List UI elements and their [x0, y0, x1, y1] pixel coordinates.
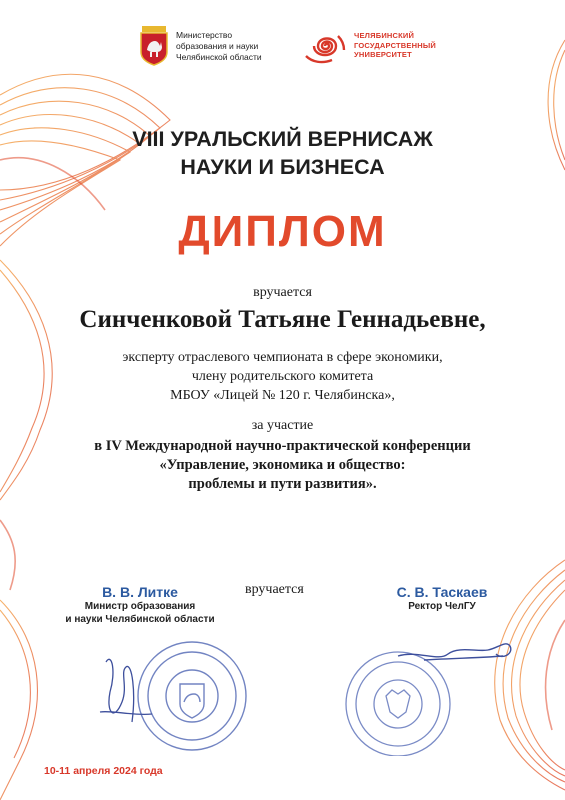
- footer-awarded-label: вручается: [245, 582, 304, 597]
- ministry-name-line: Челябинской области: [176, 52, 262, 62]
- signatory-left-position-line: и науки Челябинской области: [65, 613, 215, 625]
- participation-label: за участие: [251, 418, 314, 433]
- event-date: 10-11 апреля 2024 года: [44, 765, 163, 777]
- university-header: [302, 24, 452, 70]
- conference-line: в IV Международной научно-практической конференции: [94, 438, 471, 454]
- signature: [398, 644, 511, 657]
- ministry-stamp: [92, 632, 252, 752]
- recipient-name: Синченковой Татьяне Геннадьевне,: [79, 306, 486, 333]
- signatory-left-name: В. В. Литке: [102, 584, 178, 600]
- ministry-name-line: образования и науки: [176, 41, 259, 51]
- signatory-left-position-line: Министр образования: [84, 601, 196, 612]
- university-name-line: ГОСУДАРСТВЕННЫЙ: [354, 40, 436, 50]
- signatory-left: [40, 584, 240, 626]
- recipient-role-line: МБОУ «Лицей № 120 г. Челябинска»,: [170, 388, 395, 403]
- conference-line: «Управление, экономика и общество:: [159, 457, 406, 473]
- university-name-line: УНИВЕРСИТЕТ: [354, 50, 412, 59]
- signatory-right-position-line: Ректор ЧелГУ: [408, 601, 476, 612]
- diploma-heading: ДИПЛОМ: [178, 207, 387, 256]
- ministry-header: [138, 24, 288, 70]
- signatory-right-name: С. В. Таскаев: [396, 584, 488, 600]
- ministry-name-line: Министерство: [176, 30, 233, 40]
- university-stamp: [328, 632, 528, 756]
- chelgu-spiral-logo-icon: [302, 26, 348, 66]
- conference-line: проблемы и пути развития».: [188, 476, 377, 492]
- event-title-line2: НАУКИ И БИЗНЕСА: [180, 155, 385, 179]
- event-title: [0, 125, 565, 181]
- signatory-right: [372, 584, 512, 614]
- awarded-label: вручается: [253, 285, 312, 300]
- recipient-role: [0, 348, 565, 405]
- recipient-role-line: члену родительского комитета: [191, 369, 374, 384]
- conference-name: [0, 437, 565, 494]
- chelyabinsk-coat-of-arms-icon: [138, 26, 170, 66]
- event-title-line1: VIII УРАЛЬСКИЙ ВЕРНИСАЖ: [132, 127, 433, 151]
- university-name-line: ЧЕЛЯБИНСКИЙ: [354, 31, 415, 40]
- recipient-role-line: эксперту отраслевого чемпионата в сфере экономики,: [122, 350, 443, 365]
